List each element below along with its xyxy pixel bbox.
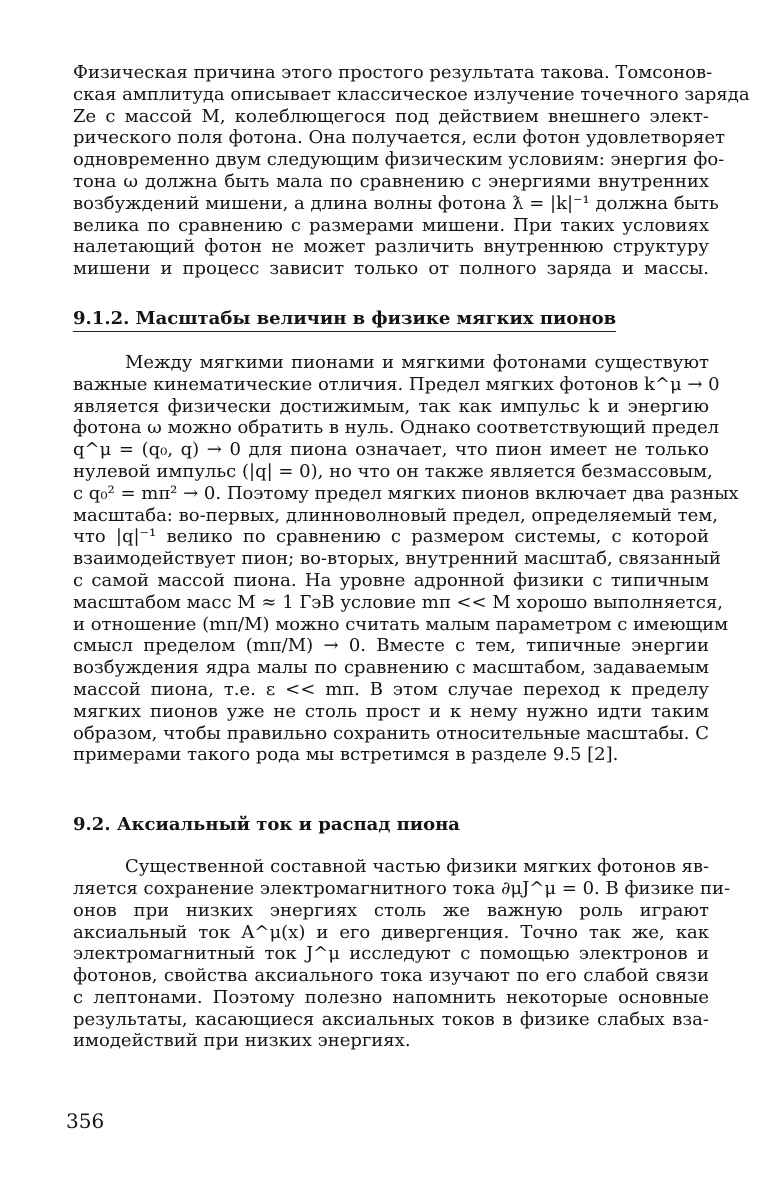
text-line: Между мягкими пионами и мягкими фотонами существуют — [125, 351, 709, 373]
text-line: результаты, касающиеся аксиальных токов в физике слабых вза- — [73, 1008, 709, 1030]
text-line: фотонов, свойства аксиального тока изучают по его слабой связи — [73, 965, 709, 987]
text-line: возбуждения ядра малы по сравнению с масштабом, задаваемым — [73, 657, 709, 679]
text-line: имодействий при низких энергиях. — [73, 1030, 411, 1052]
paragraph-thomson — [73, 62, 750, 280]
text-line: ляется сохранение электромагнитного тока ∂μJ^μ = 0. В физике пи- — [73, 877, 731, 899]
text-line: масштабом масс M ≈ 1 ГэВ условие mπ << M хорошо выполняется, — [73, 591, 723, 613]
text-line: с самой массой пиона. На уровне адронной физики с типичным — [73, 569, 709, 591]
text-line: Физическая причина этого простого результата такова. Томсонов- — [73, 62, 713, 83]
section-heading-9-2: 9.2. Аксиальный ток и распад пиона — [73, 814, 460, 836]
text-line: Существенной составной частью физики мягких фотонов яв- — [125, 856, 710, 878]
paragraph-axial-current — [73, 856, 731, 1052]
text-line: нулевой импульс (|q| = 0), но что он также является безмассовым, — [73, 460, 713, 482]
text-line: с лептонами. Поэтому полезно напомнить некоторые основные — [73, 986, 709, 1008]
text-line: одновременно двум следующим физическим условиям: энергия фо- — [73, 149, 725, 171]
text-line: возбуждений мишени, а длина волны фотона ƛ = |k|⁻¹ должна быть — [73, 192, 719, 214]
text-line: тона ω должна быть мала по сравнению с энергиями внутренних — [73, 170, 709, 192]
text-line: мишени и процесс зависит только от полного заряда и массы. — [73, 258, 709, 280]
text-line: массой пиона, т.е. ε << mπ. В этом случае переход к пределу — [73, 678, 709, 700]
text-line: Ze с массой M, колеблющегося под действием внешнего элект- — [73, 105, 709, 127]
page-content — [73, 62, 750, 1052]
text-line: смысл пределом (mπ/M) → 0. Вместе с тем, типичные энергии — [73, 635, 709, 657]
text-line: взаимодействует пион; во-вторых, внутренний масштаб, связанный — [73, 548, 721, 570]
paragraph-soft-pions — [73, 351, 739, 766]
text-line: велика по сравнению с размерами мишени. При таких условиях — [73, 214, 709, 236]
text-line: важные кинематические отличия. Предел мягких фотонов k^μ → 0 — [73, 373, 720, 395]
text-line: является физически достижимым, так как импульс k и энергию — [73, 395, 709, 417]
text-line: масштаба: во-первых, длинноволновый предел, определяемый тем, — [73, 504, 718, 526]
text-line: ская амплитуда описывает классическое излучение точечного заряда — [73, 83, 750, 105]
text-line: мягких пионов уже не столь прост и к нему нужно идти таким — [73, 700, 709, 722]
subsection-heading-9-1-2: 9.1.2. Масштабы величин в физике мягких пионов — [73, 308, 616, 332]
text-line: что |q|⁻¹ велико по сравнению с размером системы, с которой — [73, 526, 709, 548]
text-line: налетающий фотон не может различить внутреннюю структуру — [73, 236, 709, 258]
text-line: q^μ = (q₀, q) → 0 для пиона означает, что пион имеет не только — [73, 439, 709, 461]
text-line: с q₀² = mπ² → 0. Поэтому предел мягких пионов включает два разных — [73, 482, 739, 504]
text-line: и отношение (mπ/M) можно считать малым параметром с имеющим — [73, 613, 729, 635]
text-line: онов при низких энергиях столь же важную роль играют — [73, 899, 709, 921]
text-line: аксиальный ток A^μ(x) и его дивергенция. Точно так же, как — [73, 921, 709, 943]
text-line: электромагнитный ток J^μ исследуют с помощью электронов и — [73, 943, 709, 965]
text-line: фотона ω можно обратить в нуль. Однако соответствующий предел — [73, 417, 720, 439]
text-line: образом, чтобы правильно сохранить относительные масштабы. С — [73, 722, 709, 744]
text-line: примерами такого рода мы встретимся в разделе 9.5 [2]. — [73, 744, 619, 766]
page-number: 356 — [66, 1109, 105, 1133]
text-line: рического поля фотона. Она получается, если фотон удовлетворяет — [73, 127, 726, 149]
